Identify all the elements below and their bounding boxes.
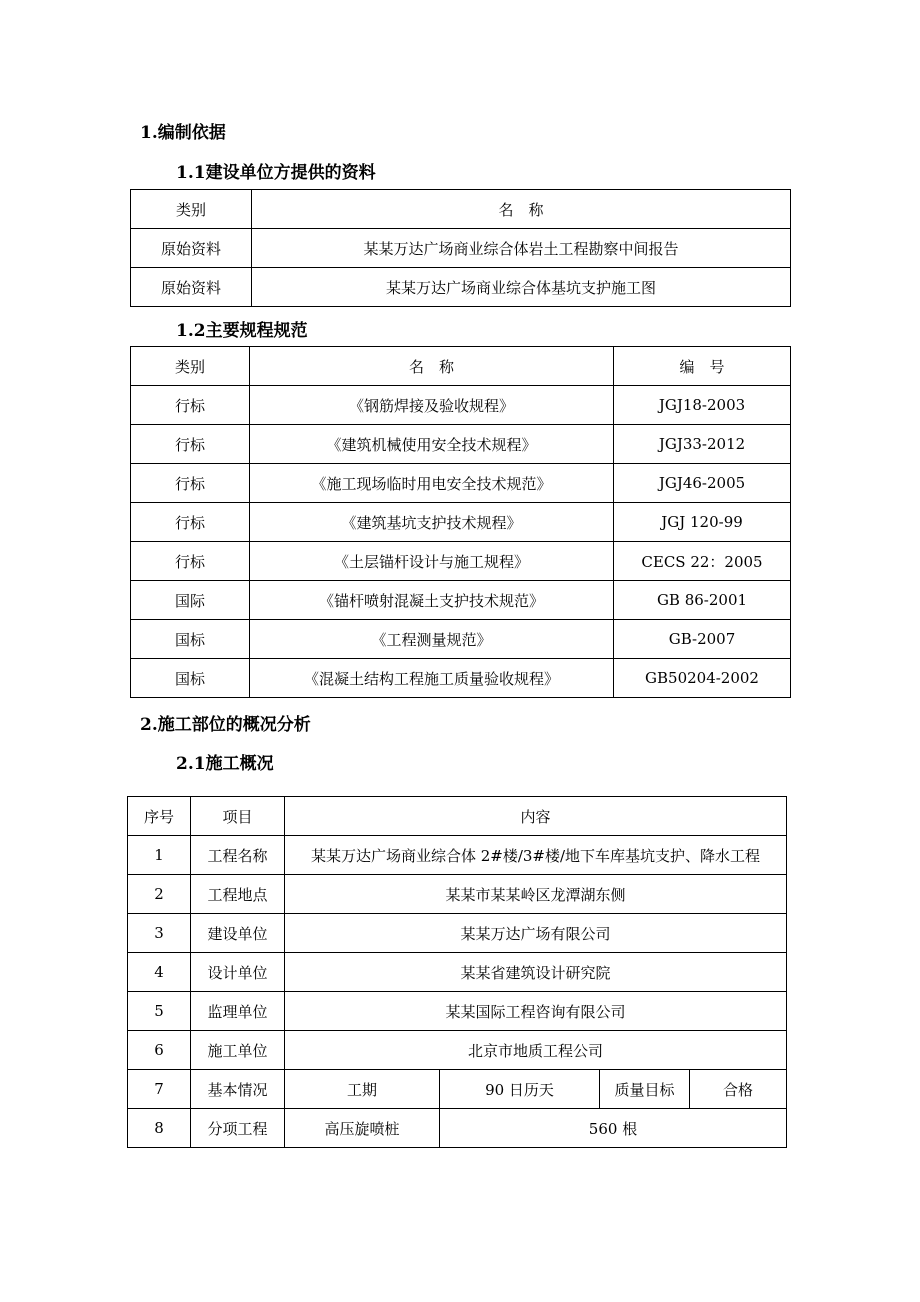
cell-content: 某某万达广场商业综合体 2#楼/3#楼/地下车库基坑支护、降水工程	[285, 836, 787, 875]
section1-2-title: 1.2主要规程规范	[176, 321, 308, 341]
cell-name: 《工程测量规范》	[250, 620, 614, 659]
cell-code: JGJ46-2005	[614, 464, 791, 503]
section2-1-title: 2.1施工概况	[176, 754, 274, 774]
cell-item: 工程地点	[191, 875, 285, 914]
cell-category: 原始资料	[131, 268, 252, 307]
table-row	[131, 386, 791, 425]
table-row	[128, 875, 787, 914]
cell-category: 国标	[131, 659, 250, 698]
cell-name: 《建筑机械使用安全技术规程》	[250, 425, 614, 464]
table-row	[131, 464, 791, 503]
cell-item: 基本情况	[191, 1070, 285, 1109]
table-row	[131, 229, 791, 268]
cell-item: 监理单位	[191, 992, 285, 1031]
cell-item: 设计单位	[191, 953, 285, 992]
cell-category: 行标	[131, 425, 250, 464]
table-row	[128, 1109, 787, 1148]
table-row	[131, 425, 791, 464]
cell-code: JGJ18-2003	[614, 386, 791, 425]
cell-name: 《建筑基坑支护技术规程》	[250, 503, 614, 542]
table-row	[128, 836, 787, 875]
table-row	[131, 268, 791, 307]
header-code: 编 号	[614, 347, 791, 386]
standards-table	[130, 346, 791, 698]
table-row	[131, 620, 791, 659]
client-materials-table	[130, 189, 791, 307]
header-category: 类别	[131, 190, 252, 229]
cell-name: 《混凝土结构工程施工质量验收规程》	[250, 659, 614, 698]
table-row	[128, 1070, 787, 1109]
project-overview-table	[127, 796, 787, 1148]
table-row	[131, 581, 791, 620]
table-row	[128, 914, 787, 953]
cell-number: 2	[128, 875, 191, 914]
cell-content: 北京市地质工程公司	[285, 1031, 787, 1070]
cell-name: 某某万达广场商业综合体岩土工程勘察中间报告	[252, 229, 791, 268]
cell-number: 6	[128, 1031, 191, 1070]
cell-subitem-quantity: 560 根	[440, 1109, 787, 1148]
cell-code: GB 86-2001	[614, 581, 791, 620]
table-header-row	[128, 797, 787, 836]
cell-name: 《锚杆喷射混凝土支护技术规范》	[250, 581, 614, 620]
cell-code: GB-2007	[614, 620, 791, 659]
cell-item: 施工单位	[191, 1031, 285, 1070]
header-content: 内容	[285, 797, 787, 836]
cell-item: 工程名称	[191, 836, 285, 875]
header-number: 序号	[128, 797, 191, 836]
cell-item: 建设单位	[191, 914, 285, 953]
cell-name: 某某万达广场商业综合体基坑支护施工图	[252, 268, 791, 307]
cell-number: 8	[128, 1109, 191, 1148]
cell-content: 某某万达广场有限公司	[285, 914, 787, 953]
table-header-row	[131, 347, 791, 386]
cell-number: 1	[128, 836, 191, 875]
header-category: 类别	[131, 347, 250, 386]
cell-content: 某某国际工程咨询有限公司	[285, 992, 787, 1031]
cell-content: 某某省建筑设计研究院	[285, 953, 787, 992]
cell-code: CECS 22：2005	[614, 542, 791, 581]
table-row	[131, 503, 791, 542]
cell-content: 某某市某某岭区龙潭湖东侧	[285, 875, 787, 914]
cell-category: 行标	[131, 464, 250, 503]
section2-title: 2.施工部位的概况分析	[140, 715, 311, 735]
cell-number: 7	[128, 1070, 191, 1109]
table-row	[128, 992, 787, 1031]
cell-item: 分项工程	[191, 1109, 285, 1148]
section1-title: 1.编制依据	[140, 123, 226, 143]
cell-category: 行标	[131, 386, 250, 425]
header-item: 项目	[191, 797, 285, 836]
cell-number: 4	[128, 953, 191, 992]
cell-code: JGJ33-2012	[614, 425, 791, 464]
cell-subitem-type: 高压旋喷桩	[285, 1109, 440, 1148]
cell-duration-label: 工期	[285, 1070, 440, 1109]
cell-number: 5	[128, 992, 191, 1031]
cell-code: JGJ 120-99	[614, 503, 791, 542]
cell-name: 《土层锚杆设计与施工规程》	[250, 542, 614, 581]
table-row	[128, 1031, 787, 1070]
table-row	[128, 953, 787, 992]
cell-quality-label: 质量目标	[600, 1070, 690, 1109]
cell-category: 国标	[131, 620, 250, 659]
cell-number: 3	[128, 914, 191, 953]
cell-name: 《钢筋焊接及验收规程》	[250, 386, 614, 425]
header-name: 名 称	[252, 190, 791, 229]
table-header-row	[131, 190, 791, 229]
table-row	[131, 659, 791, 698]
cell-category: 原始资料	[131, 229, 252, 268]
cell-code: GB50204-2002	[614, 659, 791, 698]
cell-category: 国际	[131, 581, 250, 620]
table-row	[131, 542, 791, 581]
cell-category: 行标	[131, 503, 250, 542]
cell-quality-value: 合格	[690, 1070, 787, 1109]
section1-1-title: 1.1建设单位方提供的资料	[176, 163, 376, 183]
header-name: 名 称	[250, 347, 614, 386]
cell-name: 《施工现场临时用电安全技术规范》	[250, 464, 614, 503]
cell-category: 行标	[131, 542, 250, 581]
cell-duration-value: 90 日历天	[440, 1070, 600, 1109]
